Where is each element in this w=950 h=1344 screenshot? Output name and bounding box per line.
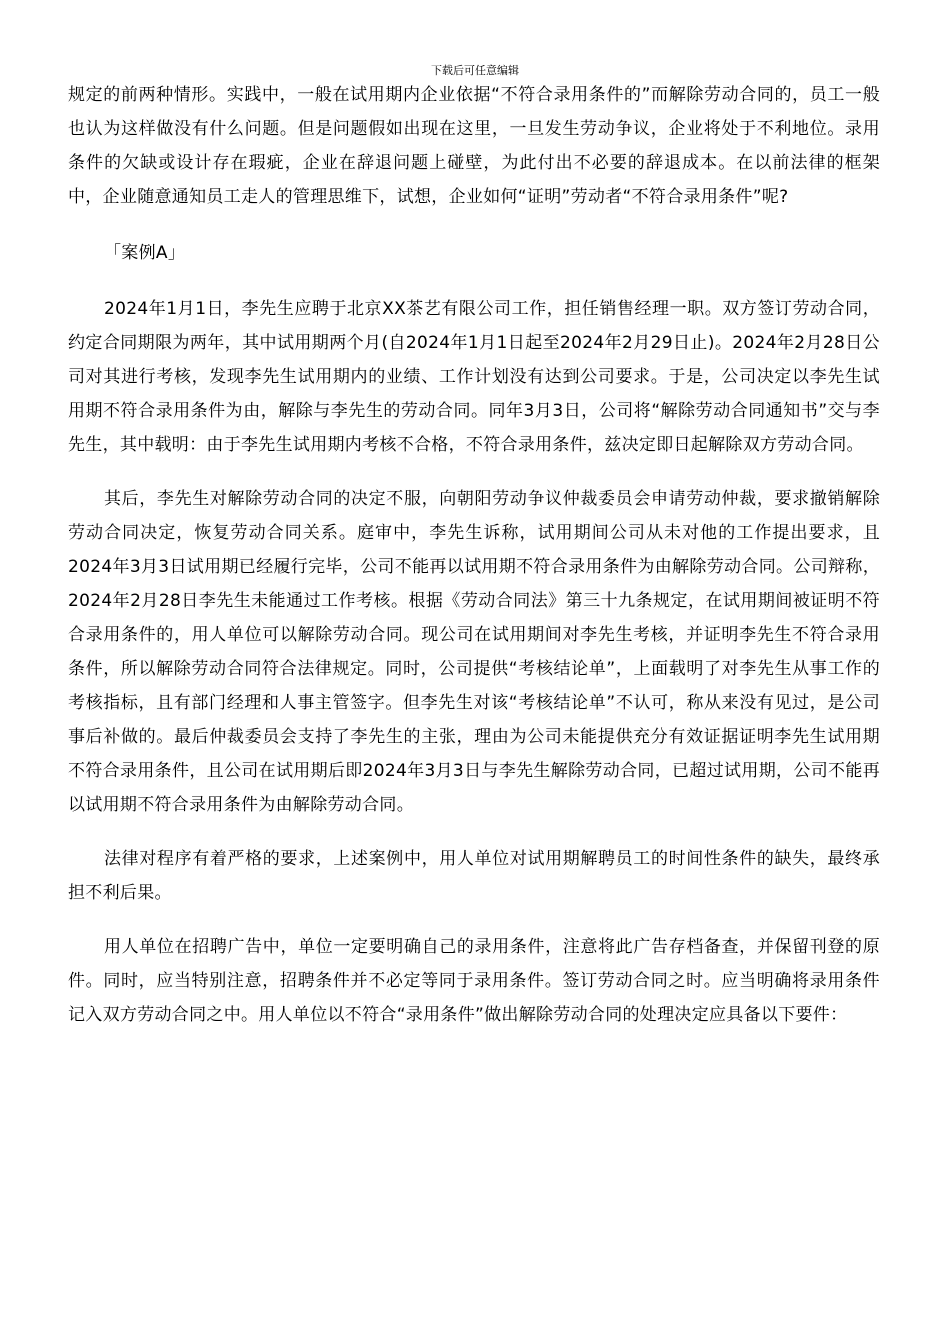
paragraph-legal-procedure: 法律对程序有着严格的要求，上述案例中，用人单位对试用期解聘员工的时间性条件的缺失，最终承担不利后果。 (68, 849, 880, 903)
header-note: 下载后可任意编辑 (431, 64, 519, 77)
case-heading: 「案例A」 (104, 243, 186, 263)
paragraph-case-facts: 2024年1月1日，李先生应聘于北京XX茶艺有限公司工作，担任销售经理一职。双方签订劳动合同，约定合同期限为两年，其中试用期两个月(自2024年1月1日起至2024年2月29日止)。2024年2月28日公司对其进行考核，发现李先生试用期内的业绩、工作计划没有达到公司要求。于是，公司决定以李先生试用期不符合录用条件为由，解除与李先生的劳动合同。同年3月3日，公司将“解除劳动合同通知书”交与李先生，其中载明：由于李先生试用期内考核不合格，不符合录用条件，兹决定即日起解除双方劳动合同。 (68, 299, 880, 455)
paragraph-intro: 规定的前两种情形。实践中，一般在试用期内企业依据“不符合录用条件的”而解除劳动合同的，员工一般也认为这样做没有什么问题。但是问题假如出现在这里，一旦发生劳动争议，企业将处于不利地位。录用条件的欠缺或设计存在瑕疵，企业在辞退问题上碰壁，为此付出不必要的辞退成本。在以前法律的框架中，企业随意通知员工走人的管理思维下，试想，企业如何“证明”劳动者“不符合录用条件”呢? (68, 85, 880, 207)
paragraph-recruitment-advice: 用人单位在招聘广告中，单位一定要明确自己的录用条件，注意将此广告存档备查，并保留刊登的原件。同时，应当特别注意，招聘条件并不必定等同于录用条件。签订劳动合同之时。应当明确将录用条件记入双方劳动合同之中。用人单位以不符合“录用条件”做出解除劳动合同的处理决定应具备以下要件： (68, 937, 880, 1025)
document-body (68, 78, 880, 1032)
paragraph-arbitration: 其后，李先生对解除劳动合同的决定不服，向朝阳劳动争议仲裁委员会申请劳动仲裁，要求撤销解除劳动合同决定，恢复劳动合同关系。庭审中，李先生诉称，试用期间公司从未对他的工作提出要求，且2024年3月3日试用期已经履行完毕，公司不能再以试用期不符合录用条件为由解除劳动合同。公司辩称，2024年2月28日李先生未能通过工作考核。根据《劳动合同法》第三十九条规定，在试用期间被证明不符合录用条件的，用人单位可以解除劳动合同。现公司在试用期间对李先生考核，并证明李先生不符合录用条件，所以解除劳动合同符合法律规定。同时，公司提供“考核结论单”，上面载明了对李先生从事工作的考核指标，且有部门经理和人事主管签字。但李先生对该“考核结论单”不认可，称从来没有见过，是公司事后补做的。最后仲裁委员会支持了李先生的主张，理由为公司未能提供充分有效证据证明李先生试用期不符合录用条件，且公司在试用期后即2024年3月3日与李先生解除劳动合同，已超过试用期，公司不能再以试用期不符合录用条件为由解除劳动合同。 (68, 489, 880, 815)
